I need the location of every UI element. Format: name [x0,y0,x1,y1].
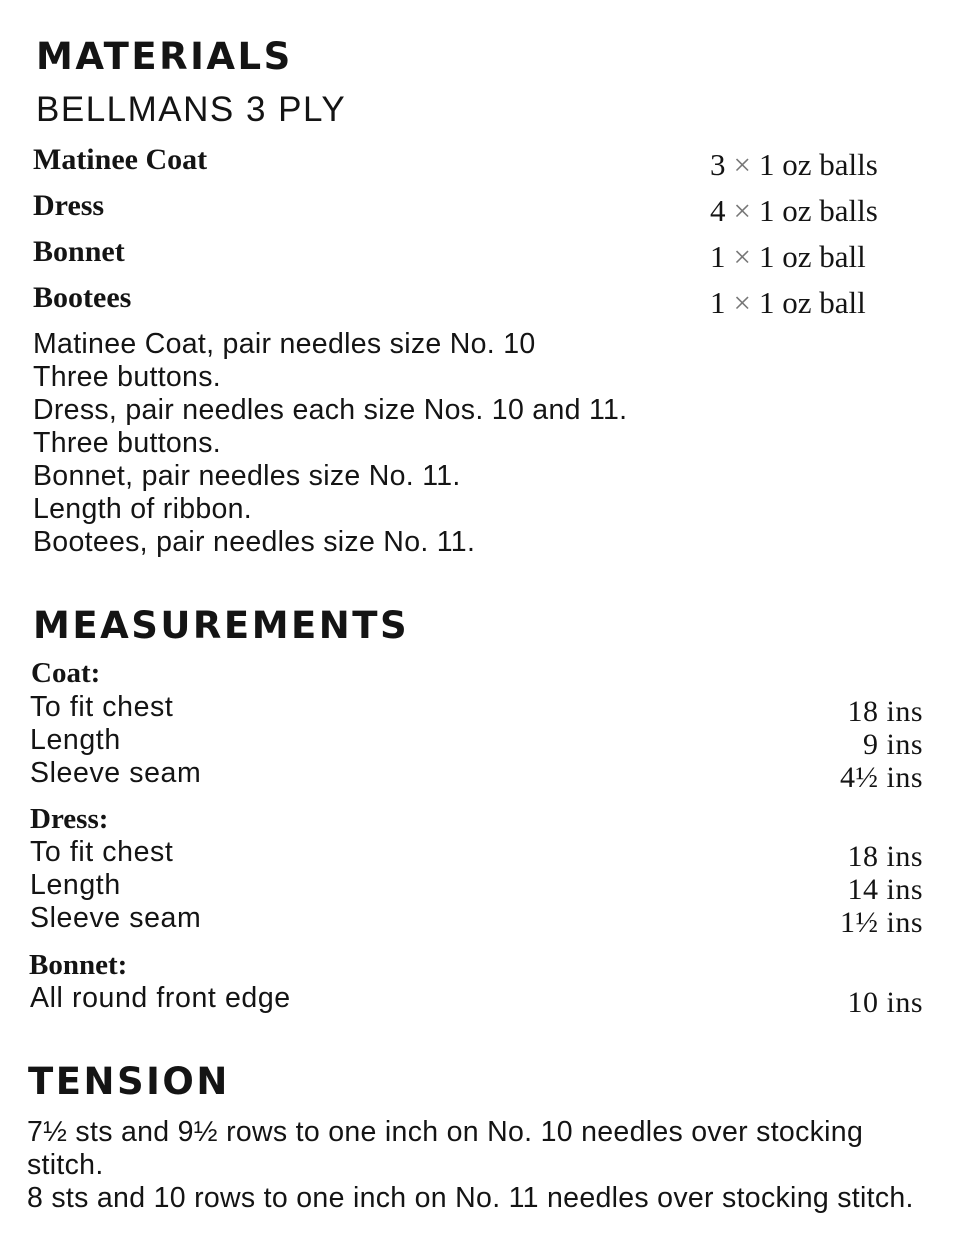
measurement-value: 18 ins [847,695,923,728]
tension-heading: TENSION [28,1060,230,1103]
materials-note: Bonnet, pair needles size No. 11. [33,460,461,492]
materials-note: Three buttons. [33,427,221,459]
tension-text [27,1116,937,1215]
measurement-label: Length [30,724,121,756]
measurement-label: To fit chest [30,836,174,868]
measurement-value: 14 ins [847,873,923,906]
materials-note: Dress, pair needles each size Nos. 10 and 11. [33,394,628,426]
measurement-label: All round front edge [30,982,291,1014]
material-item-name: Dress [33,189,105,222]
measurement-value: 4½ ins [839,761,923,794]
measurement-value: 18 ins [847,840,923,873]
coat-label: Coat: [31,657,101,689]
material-item-quantity: 3 × 1 oz balls [710,147,878,182]
yarn-name: BELLMANS 3 PLY [36,90,347,129]
measurement-value: 9 ins [862,728,923,761]
material-item-quantity: 1 × 1 oz ball [710,239,866,274]
measurement-label: Sleeve seam [30,902,202,934]
materials-note: Matinee Coat, pair needles size No. 10 [33,328,536,360]
material-item-quantity: 4 × 1 oz balls [710,193,878,228]
dress-label: Dress: [30,803,109,835]
measurement-value: 1½ ins [839,906,923,939]
tension-line: 7½ sts and 9½ rows to one inch on No. 10 needles over stocking stitch. [27,1116,864,1181]
measurement-label: Length [30,869,121,901]
bonnet-label: Bonnet: [29,949,128,981]
measurement-value: 10 ins [847,986,923,1019]
materials-heading: MATERIALS [36,35,293,78]
materials-note: Bootees, pair needles size No. 11. [33,526,476,558]
material-item-name: Matinee Coat [33,143,208,176]
material-item-name: Bonnet [33,235,125,268]
material-item-quantity: 1 × 1 oz ball [710,285,866,320]
materials-notes [33,328,627,559]
measurement-label: Sleeve seam [30,757,202,789]
measurements-heading: MEASUREMENTS [33,604,410,647]
measurement-label: To fit chest [30,691,174,723]
materials-note: Three buttons. [33,361,221,393]
materials-note: Length of ribbon. [33,493,253,525]
material-item-name: Bootees [33,281,132,314]
tension-line: 8 sts and 10 rows to one inch on No. 11 needles over stocking stitch. [27,1182,914,1214]
